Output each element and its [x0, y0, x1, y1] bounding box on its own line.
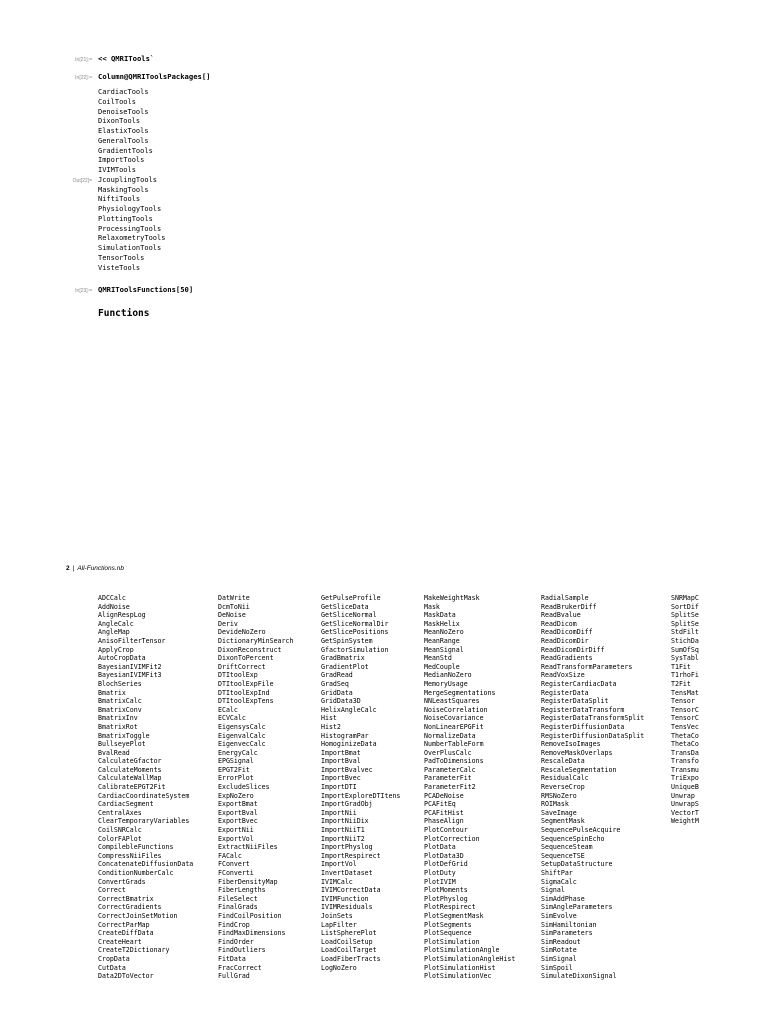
function-column-4 — [424, 594, 515, 981]
function-name: StdFilt — [671, 628, 699, 637]
function-name: CorrectGradients — [98, 903, 162, 912]
function-name: MedianNoZero — [424, 671, 472, 680]
function-name: ParameterFit2 — [424, 783, 476, 792]
package-item: TensorTools — [98, 253, 145, 262]
input-cell-packages[interactable]: Column@QMRIToolsPackages[] — [98, 72, 211, 81]
function-name: StichDa — [671, 636, 699, 645]
function-name: MaskData — [424, 611, 456, 620]
function-name: FiberDensityMap — [218, 877, 278, 886]
function-name: CentralAxes — [98, 808, 142, 817]
function-name: CreateDiffData — [98, 929, 154, 938]
function-name: MakeWeightMask — [424, 594, 480, 602]
function-name: GetPulseProfile — [321, 594, 381, 602]
function-name: VectorT — [671, 808, 699, 817]
function-name: MeanSignal — [424, 645, 464, 654]
function-name: SimAddPhase — [541, 894, 585, 903]
function-name: RemoveMaskOverlaps — [541, 748, 613, 757]
function-name: DTItoolExpFile — [218, 679, 274, 688]
function-name: AngleCalc — [98, 619, 134, 628]
function-name: PlotIVIM — [424, 877, 456, 886]
function-name: ReadDicomDirDiff — [541, 645, 605, 654]
function-name: RegisterDataTransformSplit — [541, 714, 645, 723]
function-name: RemoveIsoImages — [541, 740, 601, 749]
function-name: HistogramPar — [321, 731, 369, 740]
function-name: SequenceTSE — [541, 851, 585, 860]
function-name: RegisterDiffusionData — [541, 722, 625, 731]
function-name: SimParameters — [541, 929, 593, 938]
function-name: SortDif — [671, 602, 699, 611]
function-name: SNRMapC — [671, 594, 699, 602]
function-name: LoadCoilTarget — [321, 946, 377, 955]
function-name: ReadGradients — [541, 654, 593, 663]
function-name: FracCorrect — [218, 963, 262, 972]
function-name: T2Fit — [671, 679, 691, 688]
function-name: SaveImage — [541, 808, 577, 817]
function-name: RegisterData — [541, 688, 589, 697]
function-name: PlotSimulationAngle — [424, 946, 500, 955]
function-name: DTItoolExpTens — [218, 697, 274, 706]
package-item: PlottingTools — [98, 214, 153, 223]
function-name: Unwrap — [671, 791, 695, 800]
function-name: BmatrixConv — [98, 705, 142, 714]
function-name: PlotSimulationHist — [424, 963, 496, 972]
function-name: EnergyCalc — [218, 748, 258, 757]
function-name: ECalc — [218, 705, 238, 714]
function-name: BmatrixInv — [98, 714, 138, 723]
function-name: ImportNiiDix — [321, 817, 369, 826]
function-name: DTItoolExp — [218, 671, 258, 680]
function-name: Bmatrix — [98, 688, 126, 697]
function-name: EPGSignal — [218, 757, 254, 766]
input-label-23: In[23]:= — [75, 288, 92, 294]
function-name: BmatrixToggle — [98, 731, 150, 740]
function-name: T1rhoFi — [671, 671, 699, 680]
function-name: DixonToPercent — [218, 654, 274, 663]
function-name: FindCrop — [218, 920, 250, 929]
function-name: FACalc — [218, 851, 242, 860]
function-name: Transmu — [671, 765, 699, 774]
function-name: BvalRead — [98, 748, 130, 757]
function-name: RegisterDataSplit — [541, 697, 609, 706]
function-name: ImportExploreDTItens — [321, 791, 401, 800]
function-name: IVIMFunction — [321, 894, 369, 903]
function-name: MeanStd — [424, 654, 452, 663]
function-name: ImportBmat — [321, 748, 361, 757]
function-name: UniqueB — [671, 783, 699, 792]
function-name: AngleMap — [98, 628, 130, 637]
function-name: RegisterCardiacData — [541, 679, 617, 688]
function-name: JoinSets — [321, 911, 353, 920]
function-name: SimHamiltonian — [541, 920, 597, 929]
function-column-3 — [321, 594, 400, 972]
function-name: PlotSimulationVec — [424, 972, 492, 981]
function-name: Correct — [98, 886, 126, 895]
function-name: T1Fit — [671, 662, 691, 671]
notebook-name: All-Functions.nb — [77, 565, 124, 572]
function-name: DTItoolExpInd — [218, 688, 270, 697]
function-name: ImportRespirect — [321, 851, 381, 860]
input-label-21: In[21]:= — [75, 57, 92, 63]
function-name: SimEvolve — [541, 911, 577, 920]
function-name: FindOrder — [218, 937, 254, 946]
function-name: GfactorSimulation — [321, 645, 389, 654]
function-name: NNLeastSquares — [424, 697, 480, 706]
function-name: ReadVoxSize — [541, 671, 585, 680]
function-name: DevideNoZero — [218, 628, 266, 637]
function-name: ExportBvec — [218, 817, 258, 826]
function-name: ConcatenateDiffusionData — [98, 860, 194, 869]
package-item: ImportTools — [98, 156, 145, 165]
package-item: ProcessingTools — [98, 224, 162, 233]
function-name: ParameterFit — [424, 774, 472, 783]
function-name: ShiftPar — [541, 869, 573, 877]
function-name: DixonReconstruct — [218, 645, 282, 654]
function-name: NoiseCorrelation — [424, 705, 488, 714]
package-item: GeneralTools — [98, 136, 149, 145]
function-name: FileSelect — [218, 894, 258, 903]
function-name: DeNoise — [218, 611, 246, 620]
package-item: DenoiseTools — [98, 107, 149, 116]
function-name: Data2DToVector — [98, 972, 154, 981]
function-column-2 — [218, 594, 293, 981]
function-name: RegisterDataTransform — [541, 705, 625, 714]
function-name: ApplyCrop — [98, 645, 134, 654]
page-separator: | — [72, 565, 75, 572]
function-name: ReverseCrop — [541, 783, 585, 792]
function-name: WeightM — [671, 817, 699, 826]
function-name: BmatrixCalc — [98, 697, 142, 706]
function-name: ExcludeSlices — [218, 783, 270, 792]
output-label-22: Out[22]= — [72, 178, 92, 184]
function-name: ExportBval — [218, 808, 258, 817]
function-name: ExpNoZero — [218, 791, 254, 800]
function-name: ImportPhyslog — [321, 843, 373, 852]
function-name: ParameterCalc — [424, 765, 476, 774]
function-name: ClearTemporaryVariables — [98, 817, 190, 826]
function-name: GradRead — [321, 671, 353, 680]
function-name: SimReadout — [541, 937, 581, 946]
function-name: PlotCorrection — [424, 834, 480, 843]
function-name: NormalizeData — [424, 731, 476, 740]
function-name: ImportNii — [321, 808, 357, 817]
function-name: SimRotate — [541, 946, 577, 955]
function-name: GradSeq — [321, 679, 349, 688]
function-name: EigenvecCalc — [218, 740, 266, 749]
function-name: PlotData — [424, 843, 456, 852]
function-name: FConverti — [218, 869, 254, 877]
function-name: PlotContour — [424, 826, 468, 835]
function-name: CorrectJoinSetMotion — [98, 911, 178, 920]
function-name: MedCouple — [424, 662, 460, 671]
function-name: FindOutliers — [218, 946, 266, 955]
function-name: SequenceSteam — [541, 843, 593, 852]
function-name: PlotDuty — [424, 869, 456, 877]
function-name: IVIMResiduals — [321, 903, 373, 912]
function-name: ExportNii — [218, 826, 254, 835]
function-name: Hist2 — [321, 722, 341, 731]
function-name: FinalGrads — [218, 903, 258, 912]
function-name: HomoginizeData — [321, 740, 377, 749]
function-name: ReadBrukerDiff — [541, 602, 597, 611]
function-name: PCAFitEq — [424, 800, 456, 809]
function-name: ListSpherePlot — [321, 929, 377, 938]
input-label-22: In[22]:= — [75, 75, 92, 81]
function-name: DcmToNii — [218, 602, 250, 611]
function-name: ADCCalc — [98, 594, 126, 602]
function-name: CropData — [98, 954, 130, 963]
function-name: FitData — [218, 954, 246, 963]
function-name: SimulateDixonSignal — [541, 972, 617, 981]
function-name: SegmentMask — [541, 817, 585, 826]
function-name: PlotRespirect — [424, 903, 476, 912]
function-name: SequencePulseAcquire — [541, 826, 621, 835]
function-name: RescaleSegmentation — [541, 765, 617, 774]
function-column-5 — [541, 594, 644, 981]
function-name: RMSNoZero — [541, 791, 577, 800]
function-name: CompilebleFunctions — [98, 843, 174, 852]
function-name: ReadBvalue — [541, 611, 581, 620]
function-name: SysTabl — [671, 654, 699, 663]
package-item: IVIMTools — [98, 166, 136, 174]
function-name: ImportBvalvec — [321, 765, 373, 774]
function-name: BmatrixRot — [98, 722, 138, 731]
function-name: CutData — [98, 963, 126, 972]
function-name: OverPlusCalc — [424, 748, 472, 757]
function-name: PCAFitHist — [424, 808, 464, 817]
functions-heading: Functions — [98, 308, 150, 319]
package-item: DixonTools — [98, 117, 141, 126]
function-name: CalculateMoments — [98, 765, 162, 774]
package-item: RelaxometryTools — [98, 234, 166, 243]
function-name: SplitSe — [671, 619, 699, 628]
function-name: TensMat — [671, 688, 699, 697]
function-name: GridData — [321, 688, 353, 697]
package-item: GradientTools — [98, 146, 153, 155]
function-name: PlotMoments — [424, 886, 468, 895]
function-name: FindMaxDimensions — [218, 929, 286, 938]
function-name: NonLinearEPGFit — [424, 722, 484, 731]
input-cell-get-package[interactable]: << QMRITools` — [98, 54, 155, 63]
function-name: LoadFiberTracts — [321, 954, 381, 963]
function-name: ConditionNumberCalc — [98, 869, 174, 877]
function-name: RegisterDiffusionDataSplit — [541, 731, 645, 740]
function-name: ImportVol — [321, 860, 357, 869]
function-name: FiberLengths — [218, 886, 266, 895]
function-name: RadialSample — [541, 594, 589, 602]
function-name: PlotSequence — [424, 929, 472, 938]
function-name: CalibrateEPGT2Fit — [98, 783, 166, 792]
function-name: AlignRespLog — [98, 611, 146, 620]
package-item: ElastixTools — [98, 127, 149, 135]
function-name: ROIMask — [541, 800, 569, 809]
package-item: CardiacTools — [98, 88, 149, 96]
function-name: ReadDicomDir — [541, 636, 589, 645]
function-name: UnwrapS — [671, 800, 699, 809]
function-name: AutoCropData — [98, 654, 146, 663]
function-name: GetSlicePositions — [321, 628, 389, 637]
function-name: GetSpinSystem — [321, 636, 373, 645]
input-cell-functions[interactable]: QMRIToolsFunctions[50] — [98, 285, 194, 294]
function-name: MeanRange — [424, 636, 460, 645]
function-name: PadToDimensions — [424, 757, 484, 766]
function-name: DictionaryMinSearch — [218, 636, 294, 645]
function-name: ThetaCo — [671, 740, 699, 749]
function-name: NoiseCovariance — [424, 714, 484, 723]
function-name: ExtractNiiFiles — [218, 843, 278, 852]
function-name: MeanNoZero — [424, 628, 464, 637]
function-name: EigensysCalc — [218, 722, 266, 731]
function-name: ThetaCo — [671, 731, 699, 740]
function-name: SimSpoil — [541, 963, 573, 972]
function-name: BayesianIVIMFit2 — [98, 662, 162, 671]
function-name: ReadDicom — [541, 619, 577, 628]
function-name: GetSliceNormalDir — [321, 619, 389, 628]
function-name: Signal — [541, 886, 565, 895]
function-name: GetSliceNormal — [321, 611, 377, 620]
function-name: CoilSNRCalc — [98, 826, 142, 835]
function-name: AnisoFilterTensor — [98, 636, 166, 645]
function-name: LapFilter — [321, 920, 357, 929]
function-name: TensorC — [671, 714, 699, 723]
function-name: DatWrite — [218, 594, 250, 602]
function-name: EPGT2Fit — [218, 765, 250, 774]
function-name: GradientPlot — [321, 662, 369, 671]
function-name: BullseyePlot — [98, 740, 146, 749]
function-name: PlotSegmentMask — [424, 911, 484, 920]
function-name: ExportVol — [218, 834, 254, 843]
function-name: TransDa — [671, 748, 699, 757]
function-name: ImportBvec — [321, 774, 361, 783]
function-name: NumberTableForm — [424, 740, 484, 749]
package-item: MaskingTools — [98, 185, 149, 194]
function-name: SequenceSpinEcho — [541, 834, 605, 843]
function-name: GridData3D — [321, 697, 361, 706]
function-name: PlotData3D — [424, 851, 464, 860]
function-name: MergeSegmentations — [424, 688, 496, 697]
function-name: MemoryUsage — [424, 679, 468, 688]
function-name: BlochSeries — [98, 679, 142, 688]
function-name: FConvert — [218, 860, 250, 869]
function-name: EigenvalCalc — [218, 731, 266, 740]
function-name: CorrectBmatrix — [98, 894, 154, 903]
function-name: Transfo — [671, 757, 699, 766]
function-name: TensVec — [671, 722, 699, 731]
function-name: SigmaCalc — [541, 877, 577, 886]
function-name: Mask — [424, 602, 440, 611]
package-item: PhysiologyTools — [98, 205, 162, 213]
function-name: FullGrad — [218, 972, 250, 981]
function-name: InvertDataset — [321, 869, 373, 877]
function-name: HelixAngleCalc — [321, 705, 377, 714]
function-name: GetSliceData — [321, 602, 369, 611]
function-name: FindCoilPosition — [218, 911, 282, 920]
function-name: PlotSegments — [424, 920, 472, 929]
page-number: 2 — [66, 565, 70, 572]
function-name: PlotDefGrid — [424, 860, 468, 869]
package-item: NiftiTools — [98, 195, 141, 204]
function-name: LoadCoilSetup — [321, 937, 373, 946]
function-name: ImportNiiT2 — [321, 834, 365, 843]
package-item: SimulationTools — [98, 244, 162, 252]
function-name: CardiacCoordinateSystem — [98, 791, 190, 800]
function-name: SimAngleParameters — [541, 903, 613, 912]
function-name: ImportBval — [321, 757, 361, 766]
function-name: IVIMCalc — [321, 877, 353, 886]
function-name: ImportDTI — [321, 783, 357, 792]
function-column-1 — [98, 594, 193, 981]
package-item: CoilTools — [98, 97, 136, 106]
function-name: ConvertGrads — [98, 877, 146, 886]
package-list — [98, 88, 165, 273]
function-name: LogNoZero — [321, 963, 357, 972]
function-name: ImportGradObj — [321, 800, 373, 809]
function-name: CorrectParMap — [98, 920, 150, 929]
function-name: Hist — [321, 714, 337, 723]
function-name: SimSignal — [541, 954, 577, 963]
function-name: ImportNiiT1 — [321, 826, 365, 835]
function-name: ECVCalc — [218, 714, 246, 723]
function-column-6 — [671, 594, 701, 826]
function-name: ColorFAPlot — [98, 834, 142, 843]
function-name: ReadDicomDiff — [541, 628, 593, 637]
function-name: PlotSimulation — [424, 937, 480, 946]
function-name: SumOfSq — [671, 645, 699, 654]
page-header — [66, 565, 124, 572]
function-name: GradBmatrix — [321, 654, 365, 663]
function-name: IVIMCorrectData — [321, 886, 381, 895]
function-name: TriExpo — [671, 774, 699, 783]
function-name: AddNoise — [98, 602, 130, 611]
function-name: CardiacSegment — [98, 800, 154, 809]
function-name: CreateHeart — [98, 937, 142, 946]
function-name: RescaleData — [541, 757, 585, 766]
function-name: PCADeNoise — [424, 791, 464, 800]
function-name: ErrorPlot — [218, 774, 254, 783]
function-name: PlotSimulationAngleHist — [424, 954, 516, 963]
function-name: DriftCorrect — [218, 662, 266, 671]
function-name: Tensor — [671, 697, 695, 706]
function-name: BayesianIVIMFit3 — [98, 671, 162, 680]
function-name: CalculateGfactor — [98, 757, 162, 766]
function-name: ExportBmat — [218, 800, 258, 809]
function-name: MaskHelix — [424, 619, 460, 628]
function-name: CalculateWallMap — [98, 774, 162, 783]
function-name: PlotPhyslog — [424, 894, 468, 903]
function-name: ReadTransformParameters — [541, 662, 633, 671]
function-name: TensorC — [671, 705, 699, 714]
function-name: SetupDataStructure — [541, 860, 613, 869]
function-name: SplitSe — [671, 611, 699, 620]
package-item: VisteTools — [98, 263, 141, 272]
function-name: ResidualCalc — [541, 774, 589, 783]
function-name: PhaseAlign — [424, 817, 464, 826]
function-name: CompressNiiFiles — [98, 851, 162, 860]
function-name: CreateT2Dictionary — [98, 946, 170, 955]
function-name: Deriv — [218, 619, 238, 628]
package-item: JcouplingTools — [98, 175, 158, 184]
